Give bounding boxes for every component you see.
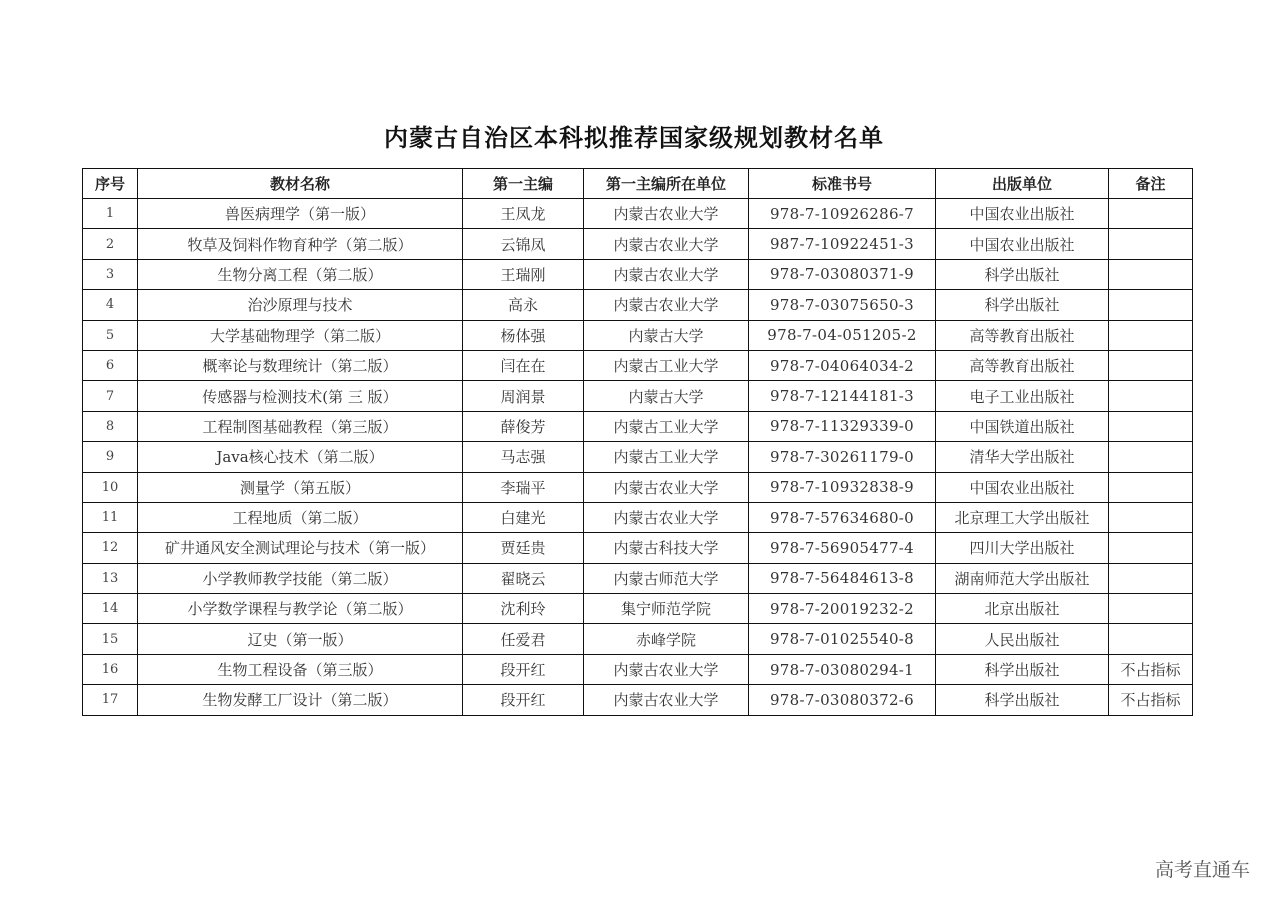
header-textbook-name: 教材名称 bbox=[138, 169, 463, 199]
cell-editor-unit: 内蒙古农业大学 bbox=[584, 472, 749, 502]
cell-note bbox=[1109, 502, 1193, 532]
cell-editor-unit: 内蒙古农业大学 bbox=[584, 199, 749, 229]
table-row bbox=[83, 563, 1193, 593]
cell-publisher: 人民出版社 bbox=[936, 624, 1109, 654]
cell-note: 不占指标 bbox=[1109, 685, 1193, 715]
cell-publisher: 高等教育出版社 bbox=[936, 320, 1109, 350]
cell-publisher: 科学出版社 bbox=[936, 259, 1109, 289]
table-row bbox=[83, 229, 1193, 259]
cell-textbook-name: 生物分离工程（第二版） bbox=[138, 259, 463, 289]
cell-isbn: 978-7-01025540-8 bbox=[749, 624, 936, 654]
cell-chief-editor: 王凤龙 bbox=[463, 199, 584, 229]
cell-isbn: 978-7-03080294-1 bbox=[749, 654, 936, 684]
cell-note bbox=[1109, 290, 1193, 320]
cell-publisher: 科学出版社 bbox=[936, 685, 1109, 715]
cell-note bbox=[1109, 442, 1193, 472]
cell-chief-editor: 翟晓云 bbox=[463, 563, 584, 593]
table-row bbox=[83, 685, 1193, 715]
cell-index: 10 bbox=[83, 472, 138, 502]
cell-chief-editor: 段开红 bbox=[463, 685, 584, 715]
table-row bbox=[83, 594, 1193, 624]
cell-isbn: 978-7-04-051205-2 bbox=[749, 320, 936, 350]
table-row bbox=[83, 259, 1193, 289]
cell-note: 不占指标 bbox=[1109, 654, 1193, 684]
table-row bbox=[83, 442, 1193, 472]
cell-textbook-name: 小学数学课程与教学论（第二版） bbox=[138, 594, 463, 624]
cell-editor-unit: 内蒙古大学 bbox=[584, 320, 749, 350]
cell-note bbox=[1109, 199, 1193, 229]
cell-textbook-name: 测量学（第五版） bbox=[138, 472, 463, 502]
cell-editor-unit: 内蒙古工业大学 bbox=[584, 350, 749, 380]
cell-editor-unit: 内蒙古大学 bbox=[584, 381, 749, 411]
cell-textbook-name: 大学基础物理学（第二版） bbox=[138, 320, 463, 350]
table-row bbox=[83, 381, 1193, 411]
cell-editor-unit: 内蒙古农业大学 bbox=[584, 685, 749, 715]
cell-editor-unit: 内蒙古科技大学 bbox=[584, 533, 749, 563]
cell-publisher: 电子工业出版社 bbox=[936, 381, 1109, 411]
header-editor-unit: 第一主编所在单位 bbox=[584, 169, 749, 199]
cell-isbn: 978-7-10932838-9 bbox=[749, 472, 936, 502]
document-title: 内蒙古自治区本科拟推荐国家级规划教材名单 bbox=[384, 123, 884, 152]
cell-note bbox=[1109, 229, 1193, 259]
cell-textbook-name: 概率论与数理统计（第二版） bbox=[138, 350, 463, 380]
cell-publisher: 高等教育出版社 bbox=[936, 350, 1109, 380]
cell-chief-editor: 闫在在 bbox=[463, 350, 584, 380]
watermark: 高考直通车 bbox=[1154, 859, 1250, 881]
cell-index: 17 bbox=[83, 685, 138, 715]
cell-publisher: 科学出版社 bbox=[936, 654, 1109, 684]
cell-publisher: 清华大学出版社 bbox=[936, 442, 1109, 472]
cell-note bbox=[1109, 533, 1193, 563]
cell-isbn: 978-7-10926286-7 bbox=[749, 199, 936, 229]
cell-chief-editor: 李瑞平 bbox=[463, 472, 584, 502]
cell-note bbox=[1109, 381, 1193, 411]
table-row bbox=[83, 320, 1193, 350]
cell-note bbox=[1109, 320, 1193, 350]
header-chief-editor: 第一主编 bbox=[463, 169, 584, 199]
cell-index: 7 bbox=[83, 381, 138, 411]
header-publisher: 出版单位 bbox=[936, 169, 1109, 199]
cell-isbn: 987-7-10922451-3 bbox=[749, 229, 936, 259]
cell-isbn: 978-7-04064034-2 bbox=[749, 350, 936, 380]
cell-note bbox=[1109, 411, 1193, 441]
cell-chief-editor: 薛俊芳 bbox=[463, 411, 584, 441]
cell-chief-editor: 白建光 bbox=[463, 502, 584, 532]
table-row bbox=[83, 290, 1193, 320]
cell-index: 8 bbox=[83, 411, 138, 441]
cell-chief-editor: 沈利玲 bbox=[463, 594, 584, 624]
cell-chief-editor: 王瑞刚 bbox=[463, 259, 584, 289]
cell-editor-unit: 内蒙古农业大学 bbox=[584, 290, 749, 320]
cell-publisher: 中国农业出版社 bbox=[936, 199, 1109, 229]
cell-isbn: 978-7-03075650-3 bbox=[749, 290, 936, 320]
cell-isbn: 978-7-30261179-0 bbox=[749, 442, 936, 472]
cell-chief-editor: 高永 bbox=[463, 290, 584, 320]
cell-chief-editor: 马志强 bbox=[463, 442, 584, 472]
table-row bbox=[83, 472, 1193, 502]
cell-publisher: 北京理工大学出版社 bbox=[936, 502, 1109, 532]
cell-index: 2 bbox=[83, 229, 138, 259]
cell-textbook-name: 生物工程设备（第三版） bbox=[138, 654, 463, 684]
cell-note bbox=[1109, 563, 1193, 593]
cell-editor-unit: 内蒙古农业大学 bbox=[584, 229, 749, 259]
table-row bbox=[83, 654, 1193, 684]
table-row bbox=[83, 502, 1193, 532]
cell-isbn: 978-7-12144181-3 bbox=[749, 381, 936, 411]
cell-note bbox=[1109, 624, 1193, 654]
table-row bbox=[83, 350, 1193, 380]
cell-isbn: 978-7-56484613-8 bbox=[749, 563, 936, 593]
cell-isbn: 978-7-03080372-6 bbox=[749, 685, 936, 715]
cell-textbook-name: 矿井通风安全测试理论与技术（第一版） bbox=[138, 533, 463, 563]
cell-textbook-name: 传感器与检测技术(第 三 版） bbox=[138, 381, 463, 411]
cell-textbook-name: 生物发酵工厂设计（第二版） bbox=[138, 685, 463, 715]
cell-publisher: 中国农业出版社 bbox=[936, 229, 1109, 259]
cell-chief-editor: 贾廷贵 bbox=[463, 533, 584, 563]
table-row bbox=[83, 533, 1193, 563]
cell-editor-unit: 内蒙古工业大学 bbox=[584, 442, 749, 472]
cell-index: 15 bbox=[83, 624, 138, 654]
cell-note bbox=[1109, 594, 1193, 624]
cell-publisher: 湖南师范大学出版社 bbox=[936, 563, 1109, 593]
cell-chief-editor: 任爱君 bbox=[463, 624, 584, 654]
cell-isbn: 978-7-57634680-0 bbox=[749, 502, 936, 532]
cell-index: 14 bbox=[83, 594, 138, 624]
cell-textbook-name: 工程地质（第二版） bbox=[138, 502, 463, 532]
cell-chief-editor: 段开红 bbox=[463, 654, 584, 684]
cell-publisher: 北京出版社 bbox=[936, 594, 1109, 624]
cell-publisher: 中国农业出版社 bbox=[936, 472, 1109, 502]
cell-textbook-name: 辽史（第一版） bbox=[138, 624, 463, 654]
cell-editor-unit: 内蒙古工业大学 bbox=[584, 411, 749, 441]
cell-chief-editor: 杨体强 bbox=[463, 320, 584, 350]
cell-editor-unit: 内蒙古农业大学 bbox=[584, 259, 749, 289]
cell-index: 1 bbox=[83, 199, 138, 229]
cell-publisher: 中国铁道出版社 bbox=[936, 411, 1109, 441]
table-header-row bbox=[83, 169, 1193, 199]
cell-textbook-name: 兽医病理学（第一版） bbox=[138, 199, 463, 229]
cell-editor-unit: 内蒙古农业大学 bbox=[584, 654, 749, 684]
cell-index: 16 bbox=[83, 654, 138, 684]
cell-textbook-name: 小学教师教学技能（第二版） bbox=[138, 563, 463, 593]
header-note: 备注 bbox=[1109, 169, 1193, 199]
cell-index: 11 bbox=[83, 502, 138, 532]
cell-index: 6 bbox=[83, 350, 138, 380]
cell-isbn: 978-7-20019232-2 bbox=[749, 594, 936, 624]
cell-index: 3 bbox=[83, 259, 138, 289]
cell-textbook-name: 工程制图基础教程（第三版） bbox=[138, 411, 463, 441]
cell-textbook-name: 治沙原理与技术 bbox=[138, 290, 463, 320]
cell-index: 13 bbox=[83, 563, 138, 593]
cell-index: 12 bbox=[83, 533, 138, 563]
textbook-table bbox=[82, 168, 1193, 716]
cell-editor-unit: 内蒙古农业大学 bbox=[584, 502, 749, 532]
cell-editor-unit: 赤峰学院 bbox=[584, 624, 749, 654]
cell-index: 5 bbox=[83, 320, 138, 350]
cell-note bbox=[1109, 472, 1193, 502]
table-row bbox=[83, 624, 1193, 654]
cell-note bbox=[1109, 259, 1193, 289]
cell-index: 4 bbox=[83, 290, 138, 320]
cell-isbn: 978-7-11329339-0 bbox=[749, 411, 936, 441]
cell-publisher: 四川大学出版社 bbox=[936, 533, 1109, 563]
cell-textbook-name: 牧草及饲料作物育种学（第二版） bbox=[138, 229, 463, 259]
cell-chief-editor: 云锦凤 bbox=[463, 229, 584, 259]
cell-note bbox=[1109, 350, 1193, 380]
cell-editor-unit: 内蒙古师范大学 bbox=[584, 563, 749, 593]
cell-index: 9 bbox=[83, 442, 138, 472]
cell-textbook-name: Java核心技术（第二版） bbox=[138, 442, 463, 472]
table-row bbox=[83, 199, 1193, 229]
cell-isbn: 978-7-56905477-4 bbox=[749, 533, 936, 563]
cell-isbn: 978-7-03080371-9 bbox=[749, 259, 936, 289]
header-index: 序号 bbox=[83, 169, 138, 199]
cell-publisher: 科学出版社 bbox=[936, 290, 1109, 320]
table-row bbox=[83, 411, 1193, 441]
cell-editor-unit: 集宁师范学院 bbox=[584, 594, 749, 624]
header-isbn: 标准书号 bbox=[749, 169, 936, 199]
cell-chief-editor: 周润景 bbox=[463, 381, 584, 411]
